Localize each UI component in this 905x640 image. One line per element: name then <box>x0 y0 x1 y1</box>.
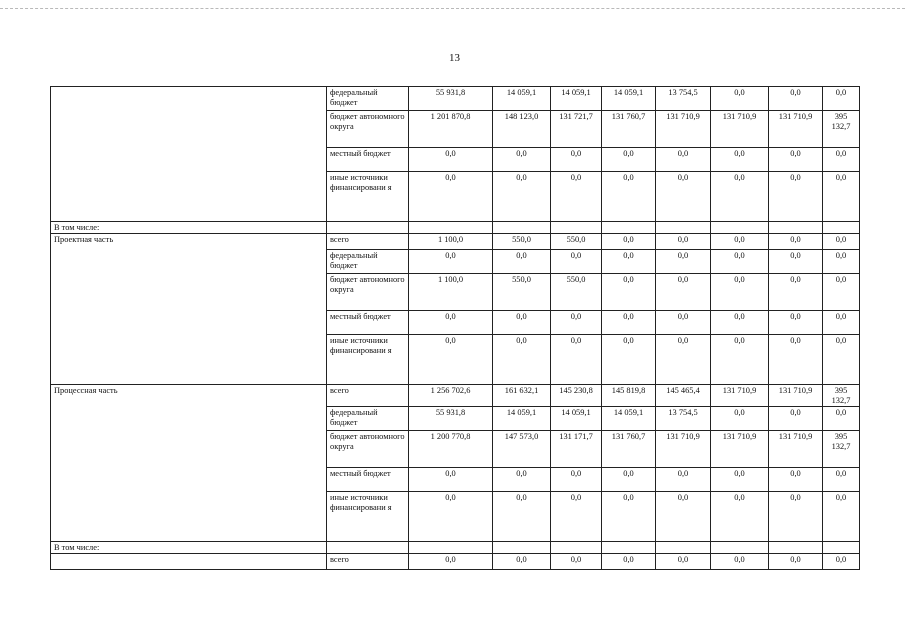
amount-cell: 0,0 <box>769 492 823 542</box>
empty-cell <box>711 222 769 234</box>
amount-cell: 131 710,9 <box>769 385 823 407</box>
empty-cell <box>602 222 656 234</box>
amount-cell: 131 710,9 <box>711 385 769 407</box>
amount-cell: 0,0 <box>823 250 860 274</box>
amount-cell: 0,0 <box>711 492 769 542</box>
amount-cell: 0,0 <box>656 172 711 222</box>
funding-source-cell: местный бюджет <box>327 468 409 492</box>
amount-cell: 1 256 702,6 <box>409 385 493 407</box>
funding-source-cell: бюджет автономного округа <box>327 111 409 148</box>
empty-cell <box>551 222 602 234</box>
funding-source-cell: всего <box>327 234 409 250</box>
amount-cell: 131 171,7 <box>551 431 602 468</box>
amount-cell: 161 632,1 <box>493 385 551 407</box>
amount-cell: 0,0 <box>551 554 602 570</box>
amount-cell: 0,0 <box>602 234 656 250</box>
amount-cell: 147 573,0 <box>493 431 551 468</box>
amount-cell: 550,0 <box>551 274 602 311</box>
empty-cell <box>327 222 409 234</box>
budget-table <box>50 86 860 570</box>
amount-cell: 0,0 <box>602 468 656 492</box>
table-row <box>51 385 860 407</box>
amount-cell: 0,0 <box>656 492 711 542</box>
empty-cell <box>823 542 860 554</box>
row-group-label <box>51 554 327 570</box>
amount-cell: 0,0 <box>823 274 860 311</box>
amount-cell: 131 710,9 <box>656 431 711 468</box>
amount-cell: 0,0 <box>823 234 860 250</box>
amount-cell: 0,0 <box>602 250 656 274</box>
budget-table-body <box>51 87 860 570</box>
amount-cell: 0,0 <box>656 554 711 570</box>
amount-cell: 0,0 <box>493 311 551 335</box>
amount-cell: 0,0 <box>823 335 860 385</box>
amount-cell: 0,0 <box>409 492 493 542</box>
amount-cell: 14 059,1 <box>602 407 656 431</box>
amount-cell: 0,0 <box>656 148 711 172</box>
amount-cell: 0,0 <box>769 554 823 570</box>
amount-cell: 131 721,7 <box>551 111 602 148</box>
funding-source-cell: федеральный бюджет <box>327 250 409 274</box>
amount-cell: 0,0 <box>602 335 656 385</box>
amount-cell: 0,0 <box>493 148 551 172</box>
empty-cell <box>409 542 493 554</box>
amount-cell: 0,0 <box>602 148 656 172</box>
amount-cell: 131 710,9 <box>769 111 823 148</box>
amount-cell: 145 819,8 <box>602 385 656 407</box>
amount-cell: 14 059,1 <box>493 87 551 111</box>
subheading-label: В том числе: <box>51 542 327 554</box>
amount-cell: 0,0 <box>823 492 860 542</box>
amount-cell: 0,0 <box>711 250 769 274</box>
amount-cell: 0,0 <box>823 87 860 111</box>
amount-cell: 14 059,1 <box>551 407 602 431</box>
table-row <box>51 234 860 250</box>
funding-source-cell: бюджет автономного округа <box>327 431 409 468</box>
amount-cell: 131 760,7 <box>602 111 656 148</box>
funding-source-cell: федеральный бюджет <box>327 407 409 431</box>
empty-cell <box>769 542 823 554</box>
amount-cell: 0,0 <box>823 468 860 492</box>
amount-cell: 0,0 <box>493 172 551 222</box>
amount-cell: 0,0 <box>711 172 769 222</box>
amount-cell: 0,0 <box>711 335 769 385</box>
funding-source-cell: всего <box>327 385 409 407</box>
amount-cell: 0,0 <box>711 407 769 431</box>
amount-cell: 550,0 <box>551 234 602 250</box>
amount-cell: 145 230,8 <box>551 385 602 407</box>
amount-cell: 0,0 <box>551 468 602 492</box>
amount-cell: 0,0 <box>602 311 656 335</box>
amount-cell: 550,0 <box>493 274 551 311</box>
amount-cell: 0,0 <box>769 234 823 250</box>
amount-cell: 0,0 <box>769 250 823 274</box>
amount-cell: 0,0 <box>409 250 493 274</box>
funding-source-cell: бюджет автономного округа <box>327 274 409 311</box>
amount-cell: 55 931,8 <box>409 87 493 111</box>
empty-cell <box>493 222 551 234</box>
amount-cell: 0,0 <box>711 311 769 335</box>
row-group-label: Процессная часть <box>51 385 327 542</box>
amount-cell: 0,0 <box>769 172 823 222</box>
amount-cell: 0,0 <box>711 468 769 492</box>
table-row <box>51 87 860 111</box>
empty-cell <box>656 542 711 554</box>
amount-cell: 131 710,9 <box>656 111 711 148</box>
amount-cell: 0,0 <box>409 554 493 570</box>
amount-cell: 0,0 <box>602 554 656 570</box>
amount-cell: 0,0 <box>409 172 493 222</box>
amount-cell: 0,0 <box>493 492 551 542</box>
amount-cell: 0,0 <box>656 250 711 274</box>
amount-cell: 0,0 <box>656 311 711 335</box>
amount-cell: 0,0 <box>409 335 493 385</box>
amount-cell: 0,0 <box>602 492 656 542</box>
amount-cell: 0,0 <box>769 148 823 172</box>
amount-cell: 0,0 <box>493 468 551 492</box>
subheading-label: В том числе: <box>51 222 327 234</box>
amount-cell: 0,0 <box>493 250 551 274</box>
scan-edge-line <box>0 8 905 9</box>
amount-cell: 0,0 <box>769 87 823 111</box>
amount-cell: 0,0 <box>602 172 656 222</box>
amount-cell: 395 132,7 <box>823 385 860 407</box>
amount-cell: 0,0 <box>656 335 711 385</box>
amount-cell: 0,0 <box>769 468 823 492</box>
amount-cell: 1 100,0 <box>409 274 493 311</box>
amount-cell: 14 059,1 <box>551 87 602 111</box>
amount-cell: 55 931,8 <box>409 407 493 431</box>
empty-cell <box>602 542 656 554</box>
page-number: 13 <box>449 52 460 64</box>
amount-cell: 395 132,7 <box>823 111 860 148</box>
amount-cell: 14 059,1 <box>602 87 656 111</box>
amount-cell: 1 100,0 <box>409 234 493 250</box>
funding-source-cell: местный бюджет <box>327 311 409 335</box>
empty-cell <box>823 222 860 234</box>
amount-cell: 131 710,9 <box>711 111 769 148</box>
row-group-label <box>51 87 327 222</box>
empty-cell <box>656 222 711 234</box>
amount-cell: 0,0 <box>711 234 769 250</box>
amount-cell: 0,0 <box>656 468 711 492</box>
amount-cell: 0,0 <box>711 87 769 111</box>
amount-cell: 395 132,7 <box>823 431 860 468</box>
empty-cell <box>551 542 602 554</box>
subheading-row <box>51 222 860 234</box>
amount-cell: 0,0 <box>551 250 602 274</box>
funding-source-cell: иные источники финансировани я <box>327 172 409 222</box>
funding-source-cell: иные источники финансировани я <box>327 492 409 542</box>
empty-cell <box>327 542 409 554</box>
amount-cell: 14 059,1 <box>493 407 551 431</box>
amount-cell: 0,0 <box>602 274 656 311</box>
amount-cell: 0,0 <box>551 148 602 172</box>
amount-cell: 0,0 <box>551 311 602 335</box>
funding-source-cell: федеральный бюджет <box>327 87 409 111</box>
amount-cell: 0,0 <box>711 554 769 570</box>
amount-cell: 131 710,9 <box>769 431 823 468</box>
amount-cell: 1 200 770,8 <box>409 431 493 468</box>
amount-cell: 0,0 <box>823 407 860 431</box>
amount-cell: 0,0 <box>711 148 769 172</box>
amount-cell: 0,0 <box>769 311 823 335</box>
amount-cell: 131 710,9 <box>711 431 769 468</box>
amount-cell: 0,0 <box>656 274 711 311</box>
empty-cell <box>769 222 823 234</box>
funding-source-cell: всего <box>327 554 409 570</box>
amount-cell: 0,0 <box>769 407 823 431</box>
funding-source-cell: иные источники финансировани я <box>327 335 409 385</box>
amount-cell: 1 201 870,8 <box>409 111 493 148</box>
table-row <box>51 554 860 570</box>
empty-cell <box>711 542 769 554</box>
amount-cell: 131 760,7 <box>602 431 656 468</box>
subheading-row <box>51 542 860 554</box>
amount-cell: 0,0 <box>551 492 602 542</box>
funding-source-cell: местный бюджет <box>327 148 409 172</box>
amount-cell: 13 754,5 <box>656 87 711 111</box>
amount-cell: 0,0 <box>551 335 602 385</box>
amount-cell: 0,0 <box>823 172 860 222</box>
amount-cell: 0,0 <box>656 234 711 250</box>
amount-cell: 0,0 <box>769 274 823 311</box>
empty-cell <box>409 222 493 234</box>
amount-cell: 0,0 <box>823 311 860 335</box>
amount-cell: 145 465,4 <box>656 385 711 407</box>
amount-cell: 13 754,5 <box>656 407 711 431</box>
amount-cell: 0,0 <box>711 274 769 311</box>
amount-cell: 0,0 <box>769 335 823 385</box>
amount-cell: 0,0 <box>823 554 860 570</box>
amount-cell: 0,0 <box>409 311 493 335</box>
amount-cell: 0,0 <box>409 148 493 172</box>
amount-cell: 0,0 <box>493 554 551 570</box>
empty-cell <box>493 542 551 554</box>
amount-cell: 0,0 <box>551 172 602 222</box>
row-group-label: Проектная часть <box>51 234 327 385</box>
amount-cell: 0,0 <box>409 468 493 492</box>
amount-cell: 0,0 <box>493 335 551 385</box>
amount-cell: 0,0 <box>823 148 860 172</box>
amount-cell: 148 123,0 <box>493 111 551 148</box>
amount-cell: 550,0 <box>493 234 551 250</box>
